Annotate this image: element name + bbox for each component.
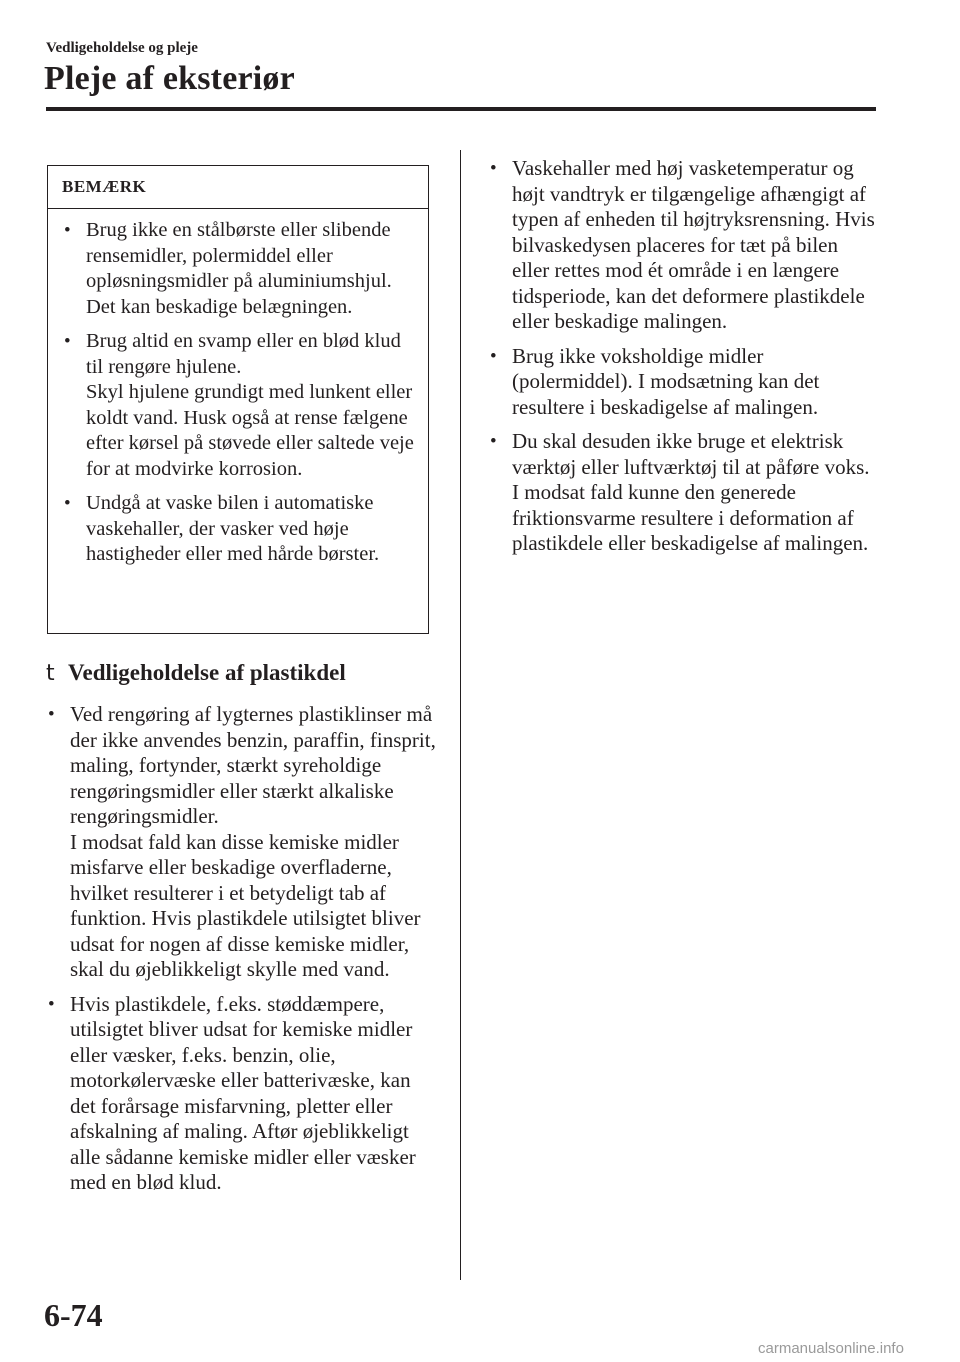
- list-item: [488, 156, 880, 335]
- page-number: 6-74: [44, 1297, 103, 1333]
- note-item-text: Brug altid en svamp eller en blød klud til rengøre hjulene. Skyl hjulene grundigt med lunkent eller koldt vand. Husk også at rense fælgene efter kørsel på støvede eller saltede veje for at modvirke korrosion.: [86, 330, 414, 480]
- note-title: BEMÆRK: [48, 166, 428, 209]
- bullet-icon: •: [48, 704, 55, 725]
- bullet-icon: •: [64, 493, 71, 514]
- footer-watermark[interactable]: carmanualsonline.info: [758, 1340, 904, 1357]
- section-heading: [46, 660, 346, 686]
- list-item-text: Du skal desuden ikke bruge et elektrisk værktøj eller luftværktøj til at påføre voks. I modsat fald kunne den generede friktionsvarme resultere i deformation af plastikdele eller beskadigelse af malingen.: [512, 429, 870, 555]
- right-column-list: [488, 156, 880, 566]
- note-item: [62, 218, 420, 320]
- section-marker-icon: t: [46, 661, 55, 686]
- note-item-text: Brug ikke en stålbørste eller slibende rensemidler, polermiddel eller opløsningsmidler på aluminiumshjul. Det kan beskadige belægningen.: [86, 219, 392, 318]
- note-item: [62, 491, 420, 568]
- list-item: [488, 344, 880, 421]
- bullet-icon: •: [48, 993, 55, 1015]
- bullet-icon: •: [490, 158, 497, 179]
- bullet-icon: •: [64, 220, 71, 241]
- list-item: [488, 429, 880, 557]
- note-item: [62, 329, 420, 482]
- list-item-text: Hvis plastikdele, f.eks. støddæmpere, utilsigtet bliver udsat for kemiske midler eller væsker, f.eks. benzin, olie, motorkølervæske eller batterivæske, kan det forårsage misfarvning, pletter eller afskalning af maling. Aftør øjeblikkeligt alle sådanne kemiske midler eller væsker med en blød klud.: [70, 991, 416, 1194]
- column-divider: [460, 150, 461, 1280]
- section-label: Vedligeholdelse og pleje: [46, 40, 198, 56]
- list-item-text: Ved rengøring af lygternes plastiklinser må der ikke anvendes benzin, paraffin, finsprit, maling, fortynder, stærkt syreholdige rengøringsmidler eller stærkt alkaliske rengøringsmidler. I modsat fald kan disse kemiske midler misfarve eller beskadige overfladerne, hvilket resulterer i et betydeligt tab af funktion. Hvis plastikdele utilsigtet bliver udsat for nogen af disse kemiske midler, skal du øjeblikkeligt skylle med vand.: [70, 702, 436, 981]
- section-heading-text: Vedligeholdelse af plastikdel: [68, 660, 346, 685]
- list-item-text: Brug ikke voksholdige midler (polermiddel). I modsætning kan det resultere i beskadigelse af malingen.: [512, 343, 820, 419]
- title-rule: [46, 107, 876, 111]
- note-box: [47, 165, 429, 634]
- section-list: [46, 702, 438, 1205]
- bullet-icon: •: [490, 345, 497, 367]
- note-list: [48, 209, 428, 568]
- bullet-icon: •: [490, 431, 497, 452]
- note-item-text: Undgå at vaske bilen i automatiske vaskehaller, der vasker ved høje hastigheder eller med hårde børster.: [86, 492, 380, 565]
- bullet-icon: •: [64, 331, 71, 352]
- page-title: Pleje af eksterіør: [44, 60, 295, 97]
- list-item: [46, 992, 438, 1196]
- list-item: [46, 702, 438, 983]
- list-item-text: Vaskehaller med høj vasketemperatur og højt vandtryk er tilgængelige afhængigt af typen af enheden til højtryksrensning. Hvis bilvaskedysen placeres for tæt på bilen eller rettes mod ét område i en længere tidsperiode, kan det deformere plastikdele eller beskadige malingen.: [512, 156, 875, 333]
